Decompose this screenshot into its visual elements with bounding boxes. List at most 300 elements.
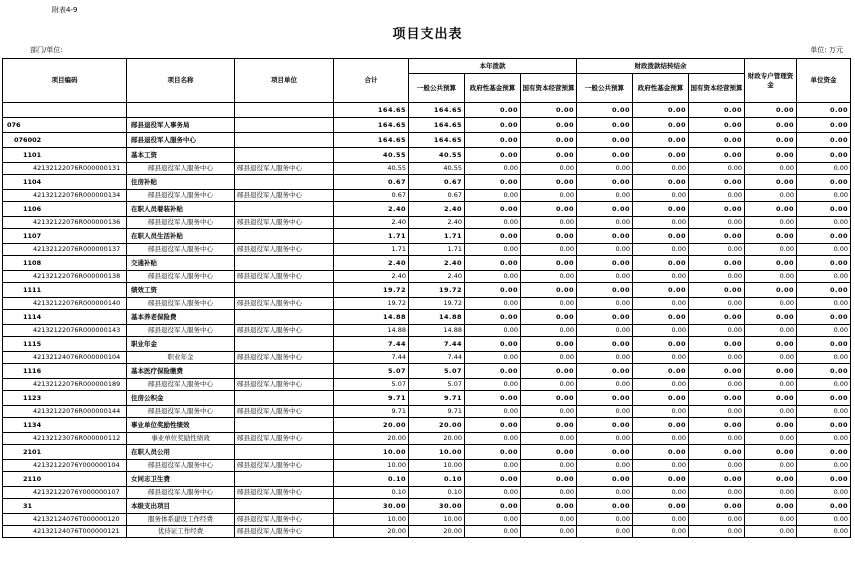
cell-amount: 0.00 (633, 217, 689, 229)
cell-amount: 0.00 (465, 391, 521, 406)
header-g1-fund-budget: 政府性基金预算 (465, 74, 521, 103)
cell-amount: 0.00 (689, 190, 745, 202)
cell-amount: 0.00 (577, 283, 633, 298)
cell-amount: 0.00 (521, 325, 577, 337)
cell-amount: 14.88 (409, 325, 465, 337)
cell-amount: 0.00 (689, 406, 745, 418)
cell-amount: 0.00 (521, 445, 577, 460)
cell-amount: 0.00 (465, 163, 521, 175)
cell-unit: 郧县退役军人服务中心 (235, 244, 334, 256)
cell-amount: 0.00 (633, 244, 689, 256)
cell-amount: 0.00 (465, 148, 521, 163)
cell-amount: 0.00 (521, 244, 577, 256)
cell-amount: 0.00 (577, 118, 633, 133)
cell-code: 1108 (3, 256, 127, 271)
table-row (3, 418, 851, 433)
header-code: 项目编码 (3, 59, 127, 103)
cell-amount: 0.10 (409, 487, 465, 499)
cell-code: 1106 (3, 202, 127, 217)
table-row (3, 325, 851, 337)
cell-amount: 0.00 (577, 406, 633, 418)
cell-code: 1101 (3, 148, 127, 163)
cell-unit: 郧县退役军人服务中心 (235, 526, 334, 538)
cell-amount: 40.55 (409, 163, 465, 175)
cell-amount: 0.00 (465, 202, 521, 217)
cell-amount: 14.88 (409, 310, 465, 325)
cell-amount: 0.10 (409, 472, 465, 487)
cell-name: 在职人员着装补贴 (127, 202, 235, 217)
table-row (3, 229, 851, 244)
cell-code: 42132122076R000000144 (3, 406, 127, 418)
cell-amount: 0.00 (797, 202, 851, 217)
cell-amount: 0.00 (689, 298, 745, 310)
cell-amount: 10.00 (334, 460, 409, 472)
header-g1-state-capital-budget: 国有资本经营预算 (521, 74, 577, 103)
cell-amount: 2.40 (409, 217, 465, 229)
cell-amount: 0.00 (633, 118, 689, 133)
cell-amount: 0.00 (521, 229, 577, 244)
cell-amount: 0.00 (521, 526, 577, 538)
cell-amount: 0.00 (797, 148, 851, 163)
cell-amount: 0.00 (689, 418, 745, 433)
cell-amount: 0.00 (745, 283, 797, 298)
header-unit: 项目单位 (235, 59, 334, 103)
cell-amount: 0.00 (521, 433, 577, 445)
cell-amount: 30.00 (409, 499, 465, 514)
cell-name: 郧县退役军人服务中心 (127, 163, 235, 175)
cell-amount: 0.00 (577, 433, 633, 445)
attachment-label: 附表4-9 (52, 6, 78, 14)
cell-code: 42132122076Y000000107 (3, 487, 127, 499)
cell-code: 1123 (3, 391, 127, 406)
cell-amount: 0.00 (797, 163, 851, 175)
cell-amount: 0.00 (521, 337, 577, 352)
cell-amount: 0.00 (633, 460, 689, 472)
cell-code: 2101 (3, 445, 127, 460)
cell-unit: 郧县退役军人服务中心 (235, 487, 334, 499)
cell-amount: 0.00 (689, 310, 745, 325)
cell-name: 郧县退役军人服务中心 (127, 487, 235, 499)
cell-code: 42132123076R000000112 (3, 433, 127, 445)
cell-amount: 0.00 (521, 133, 577, 148)
cell-amount: 0.00 (577, 514, 633, 526)
cell-amount: 0.00 (689, 499, 745, 514)
cell-code: 42132122076R000000189 (3, 379, 127, 391)
cell-code: 076002 (3, 133, 127, 148)
cell-amount: 0.00 (797, 103, 851, 118)
cell-amount: 0.00 (465, 472, 521, 487)
cell-amount: 0.00 (689, 325, 745, 337)
cell-amount: 0.00 (521, 310, 577, 325)
table-row (3, 256, 851, 271)
cell-amount: 0.00 (465, 190, 521, 202)
cell-code: 42132124076R000000104 (3, 352, 127, 364)
cell-amount: 0.00 (633, 256, 689, 271)
cell-code: 2110 (3, 472, 127, 487)
cell-amount: 10.00 (409, 460, 465, 472)
cell-amount: 0.00 (633, 229, 689, 244)
cell-unit (235, 283, 334, 298)
header-current-year-appropriation: 本年拨款 (409, 59, 577, 74)
cell-unit (235, 391, 334, 406)
cell-amount: 0.00 (521, 148, 577, 163)
cell-amount: 0.00 (465, 283, 521, 298)
cell-name: 郧县退役军人服务中心 (127, 460, 235, 472)
cell-code: 1111 (3, 283, 127, 298)
cell-amount: 0.00 (521, 472, 577, 487)
cell-amount: 0.00 (745, 202, 797, 217)
cell-amount: 0.00 (465, 418, 521, 433)
cell-amount: 0.00 (797, 445, 851, 460)
header-own-funds: 单位资金 (797, 59, 851, 103)
cell-code: 42132122076R000000143 (3, 325, 127, 337)
cell-unit: 郧县退役军人服务中心 (235, 460, 334, 472)
cell-amount: 0.00 (521, 406, 577, 418)
cell-amount: 0.00 (633, 499, 689, 514)
cell-amount: 0.00 (465, 445, 521, 460)
cell-amount: 0.00 (577, 202, 633, 217)
cell-amount: 0.00 (797, 460, 851, 472)
cell-amount: 0.00 (521, 175, 577, 190)
cell-amount: 0.00 (689, 379, 745, 391)
cell-amount: 0.00 (577, 229, 633, 244)
cell-amount: 2.40 (409, 256, 465, 271)
cell-amount: 0.00 (797, 472, 851, 487)
cell-amount: 0.00 (797, 406, 851, 418)
cell-amount: 19.72 (334, 283, 409, 298)
cell-amount: 0.00 (633, 418, 689, 433)
table-row (3, 148, 851, 163)
cell-name: 在职人员公用 (127, 445, 235, 460)
cell-amount: 0.00 (633, 298, 689, 310)
cell-amount: 0.00 (577, 379, 633, 391)
cell-amount: 0.00 (465, 337, 521, 352)
cell-amount: 0.00 (689, 244, 745, 256)
cell-amount: 0.00 (633, 472, 689, 487)
cell-amount: 0.00 (689, 175, 745, 190)
cell-name: 绩效工资 (127, 283, 235, 298)
cell-amount: 0.00 (797, 256, 851, 271)
header-carryover-balance: 财政拨款结转结余 (577, 59, 745, 74)
cell-unit (235, 148, 334, 163)
cell-amount: 0.00 (797, 217, 851, 229)
cell-code: 1115 (3, 337, 127, 352)
cell-amount: 0.00 (797, 418, 851, 433)
cell-amount: 0.00 (689, 163, 745, 175)
cell-unit (235, 472, 334, 487)
cell-amount: 0.00 (689, 118, 745, 133)
cell-amount: 0.67 (409, 175, 465, 190)
cell-amount: 164.65 (409, 103, 465, 118)
cell-name: 优待证工作经费 (127, 526, 235, 538)
cell-amount: 0.00 (633, 433, 689, 445)
cell-code: 42132124076T000000121 (3, 526, 127, 538)
cell-amount: 0.00 (521, 190, 577, 202)
cell-name: 服务体系建设工作经费 (127, 514, 235, 526)
table-row (3, 163, 851, 175)
cell-amount: 164.65 (409, 133, 465, 148)
header-name: 项目名称 (127, 59, 235, 103)
cell-amount: 9.71 (409, 391, 465, 406)
cell-amount: 14.88 (334, 325, 409, 337)
cell-name: 本级支出项目 (127, 499, 235, 514)
table-row (3, 337, 851, 352)
cell-amount: 20.00 (409, 418, 465, 433)
cell-amount: 30.00 (334, 499, 409, 514)
cell-amount: 0.10 (334, 487, 409, 499)
table-row (3, 118, 851, 133)
cell-name: 郧县退役军人服务中心 (127, 298, 235, 310)
cell-amount: 0.00 (745, 103, 797, 118)
cell-amount: 0.00 (745, 472, 797, 487)
cell-amount: 2.40 (409, 271, 465, 283)
header-g1-general-budget: 一般公共预算 (409, 74, 465, 103)
cell-amount: 0.00 (521, 391, 577, 406)
cell-amount: 0.00 (465, 487, 521, 499)
cell-code: 076 (3, 118, 127, 133)
cell-amount: 0.00 (797, 325, 851, 337)
cell-amount: 0.00 (577, 325, 633, 337)
cell-amount: 0.00 (745, 499, 797, 514)
cell-amount: 0.00 (633, 445, 689, 460)
cell-unit (235, 418, 334, 433)
cell-unit: 郧县退役军人服务中心 (235, 352, 334, 364)
header-special-account-funds: 财政专户管理资金 (745, 59, 797, 103)
table-row (3, 298, 851, 310)
cell-amount: 7.44 (334, 337, 409, 352)
cell-amount: 0.00 (577, 190, 633, 202)
cell-amount: 0.00 (745, 526, 797, 538)
cell-unit (235, 229, 334, 244)
cell-amount: 7.44 (409, 352, 465, 364)
cell-amount: 164.65 (409, 118, 465, 133)
cell-amount: 0.00 (521, 418, 577, 433)
cell-amount: 0.00 (745, 487, 797, 499)
cell-amount: 164.65 (334, 133, 409, 148)
cell-name (127, 103, 235, 118)
cell-amount: 2.40 (334, 217, 409, 229)
cell-amount: 0.00 (521, 298, 577, 310)
cell-name: 基本工资 (127, 148, 235, 163)
cell-amount: 20.00 (409, 433, 465, 445)
cell-amount: 0.00 (633, 148, 689, 163)
cell-amount: 0.00 (797, 190, 851, 202)
cell-amount: 0.00 (521, 352, 577, 364)
cell-amount: 0.00 (797, 229, 851, 244)
cell-name: 郧县退役军人服务中心 (127, 244, 235, 256)
cell-amount: 0.00 (465, 433, 521, 445)
cell-amount: 0.00 (689, 337, 745, 352)
cell-amount: 0.10 (334, 472, 409, 487)
cell-amount: 0.00 (745, 352, 797, 364)
cell-amount: 0.00 (633, 103, 689, 118)
cell-amount: 0.00 (465, 271, 521, 283)
cell-amount: 20.00 (334, 418, 409, 433)
cell-amount: 0.00 (689, 202, 745, 217)
cell-amount: 0.00 (745, 256, 797, 271)
cell-name: 住房补贴 (127, 175, 235, 190)
cell-code: 1107 (3, 229, 127, 244)
cell-unit: 郧县退役军人服务中心 (235, 379, 334, 391)
cell-amount: 0.00 (521, 118, 577, 133)
table-row (3, 103, 851, 118)
cell-amount: 0.00 (465, 379, 521, 391)
cell-amount: 0.00 (633, 391, 689, 406)
cell-amount: 0.00 (745, 229, 797, 244)
cell-amount: 0.00 (521, 514, 577, 526)
table-row (3, 217, 851, 229)
cell-code: 42132122076R000000131 (3, 163, 127, 175)
table-row (3, 391, 851, 406)
cell-amount: 0.00 (633, 310, 689, 325)
cell-amount: 0.00 (797, 244, 851, 256)
cell-unit: 郧县退役军人服务中心 (235, 514, 334, 526)
cell-code (3, 103, 127, 118)
cell-amount: 0.00 (689, 391, 745, 406)
cell-amount: 0.00 (577, 133, 633, 148)
table-row (3, 175, 851, 190)
cell-amount: 7.44 (409, 337, 465, 352)
cell-amount: 0.00 (745, 271, 797, 283)
cell-amount: 0.00 (745, 460, 797, 472)
page-title: 项目支出表 (392, 27, 463, 42)
cell-amount: 0.00 (797, 364, 851, 379)
cell-name: 女同志卫生费 (127, 472, 235, 487)
cell-amount: 0.00 (797, 379, 851, 391)
cell-unit (235, 310, 334, 325)
cell-code: 42132122076R000000140 (3, 298, 127, 310)
cell-amount: 0.00 (577, 310, 633, 325)
cell-amount: 0.00 (521, 460, 577, 472)
table-row (3, 283, 851, 298)
cell-amount: 0.00 (577, 445, 633, 460)
table-row (3, 406, 851, 418)
cell-amount: 0.00 (577, 391, 633, 406)
cell-amount: 0.00 (465, 406, 521, 418)
cell-amount: 0.00 (745, 391, 797, 406)
cell-amount: 0.00 (633, 406, 689, 418)
cell-amount: 0.00 (465, 133, 521, 148)
cell-amount: 0.00 (465, 310, 521, 325)
cell-amount: 20.00 (334, 433, 409, 445)
cell-amount: 1.71 (409, 244, 465, 256)
cell-amount: 2.40 (409, 202, 465, 217)
project-expense-table (2, 58, 851, 538)
cell-unit (235, 133, 334, 148)
cell-amount: 0.00 (633, 271, 689, 283)
cell-amount: 164.65 (334, 103, 409, 118)
cell-amount: 10.00 (409, 445, 465, 460)
cell-amount: 0.00 (577, 148, 633, 163)
cell-amount: 0.00 (745, 148, 797, 163)
cell-amount: 0.00 (465, 244, 521, 256)
cell-amount: 0.00 (465, 175, 521, 190)
cell-amount: 0.00 (577, 163, 633, 175)
cell-code: 42132124076T000000120 (3, 514, 127, 526)
cell-amount: 1.71 (334, 244, 409, 256)
cell-amount: 0.00 (577, 499, 633, 514)
cell-amount: 0.00 (689, 103, 745, 118)
cell-amount: 0.00 (797, 337, 851, 352)
cell-amount: 0.00 (689, 526, 745, 538)
cell-amount: 0.00 (577, 271, 633, 283)
cell-amount: 0.00 (745, 364, 797, 379)
cell-amount: 0.00 (577, 472, 633, 487)
cell-code: 1114 (3, 310, 127, 325)
cell-amount: 0.00 (689, 283, 745, 298)
cell-unit: 郧县退役军人服务中心 (235, 271, 334, 283)
cell-amount: 0.00 (745, 418, 797, 433)
cell-amount: 0.00 (577, 364, 633, 379)
cell-amount: 0.00 (797, 526, 851, 538)
cell-amount: 0.00 (745, 445, 797, 460)
cell-amount: 1.71 (409, 229, 465, 244)
cell-amount: 0.00 (797, 271, 851, 283)
cell-amount: 0.00 (465, 217, 521, 229)
cell-unit: 郧县退役军人服务中心 (235, 163, 334, 175)
cell-amount: 0.00 (465, 352, 521, 364)
cell-amount: 0.00 (521, 256, 577, 271)
cell-amount: 0.00 (465, 364, 521, 379)
cell-amount: 2.40 (334, 256, 409, 271)
cell-amount: 0.00 (797, 487, 851, 499)
cell-amount: 0.00 (689, 433, 745, 445)
cell-amount: 0.00 (521, 379, 577, 391)
cell-amount: 10.00 (409, 514, 465, 526)
cell-amount: 0.00 (577, 175, 633, 190)
table-row (3, 487, 851, 499)
cell-amount: 0.00 (689, 460, 745, 472)
cell-code: 1104 (3, 175, 127, 190)
cell-amount: 0.00 (577, 337, 633, 352)
cell-amount: 5.07 (334, 379, 409, 391)
cell-code: 42132122076R000000136 (3, 217, 127, 229)
cell-amount: 20.00 (409, 526, 465, 538)
cell-amount: 0.00 (797, 499, 851, 514)
cell-amount: 19.72 (409, 298, 465, 310)
cell-amount: 0.00 (797, 175, 851, 190)
cell-code: 42132122076Y000000104 (3, 460, 127, 472)
cell-amount: 0.00 (745, 514, 797, 526)
cell-amount: 0.00 (797, 352, 851, 364)
table-row (3, 202, 851, 217)
cell-name: 事业单位奖励性绩效 (127, 418, 235, 433)
cell-amount: 0.00 (633, 283, 689, 298)
cell-code: 42132122076R000000137 (3, 244, 127, 256)
cell-amount: 0.00 (465, 298, 521, 310)
cell-amount: 0.00 (633, 487, 689, 499)
cell-amount: 0.67 (409, 190, 465, 202)
header-g2-fund-budget: 政府性基金预算 (633, 74, 689, 103)
table-row (3, 133, 851, 148)
cell-amount: 0.00 (745, 433, 797, 445)
cell-amount: 0.00 (797, 391, 851, 406)
cell-amount: 19.72 (409, 283, 465, 298)
cell-amount: 14.88 (334, 310, 409, 325)
cell-name: 郧县退役军人服务中心 (127, 217, 235, 229)
cell-name: 郧县退役军人服务中心 (127, 271, 235, 283)
cell-unit: 郧县退役军人服务中心 (235, 325, 334, 337)
cell-unit: 郧县退役军人服务中心 (235, 433, 334, 445)
cell-amount: 10.00 (334, 445, 409, 460)
cell-unit: 郧县退役军人服务中心 (235, 406, 334, 418)
cell-name: 交通补贴 (127, 256, 235, 271)
cell-amount: 0.00 (797, 433, 851, 445)
cell-amount: 0.00 (633, 526, 689, 538)
cell-amount: 2.40 (334, 202, 409, 217)
table-row (3, 271, 851, 283)
cell-amount: 0.00 (689, 445, 745, 460)
